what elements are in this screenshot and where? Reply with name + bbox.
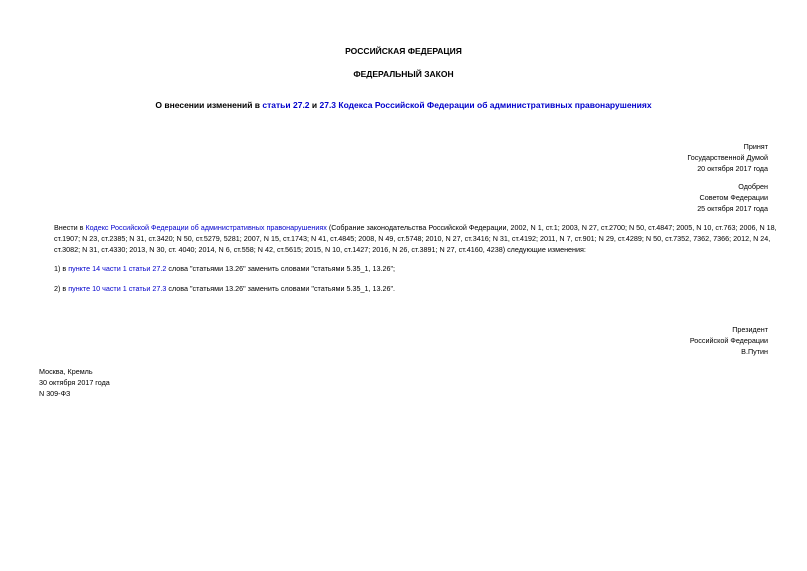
approved-label: Одобрен <box>738 182 768 191</box>
adopted-date: 20 октября 2017 года <box>697 164 768 173</box>
item2-rest: слова "статьями 13.26" заменить словами "статьями 5.35_1, 13.26". <box>166 284 396 293</box>
intro-prefix: Внести в <box>54 223 86 232</box>
amendment-item-1 <box>39 263 785 274</box>
signature-block <box>690 324 768 357</box>
footer-block <box>39 366 110 399</box>
item1-rest: слова "статьями 13.26" заменить словами "статьями 5.35_1, 13.26"; <box>166 264 396 273</box>
codex-link[interactable]: Кодекс Российской Федерации об административных правонарушениях <box>85 223 327 232</box>
law-title <box>0 100 807 111</box>
country-heading: РОССИЙСКАЯ ФЕДЕРАЦИЯ <box>345 46 462 56</box>
intro-rest: (Собрание законодательства Российской Федерации, 2002, N 1, ст.1; 2003, N 27, ст.2700; N 50, ст.4847; 2005, N 10, ст.763; 2006, N 18, ст.1907; N 23, ст.2385; N 31, ст.3420; N 50, ст.5279, 5281; 2007, N 15, ст.1743; N 41, ст.4845; 2008, N 49, ст.5748; 2010, N 27, ст.3416; N 31, ст.4192; 2011, N 7, ст.901; N 29, ст.4289; N 50, ст.7352, 7362, 7366; 2012, N 24, ст.3082; N 31, ст.4330; 2013, N 30, ст. 4040; 2014, N 6, ст.558; N 42, ст.5615; 2015, N 10, ст.1427; 2016, N 26, ст.3891; N 27, ст.4160, 4238) следующие изменения: <box>54 223 777 254</box>
item1-prefix: 1) в <box>54 264 69 273</box>
law-title-prefix: О внесении изменений в <box>155 100 263 110</box>
intro-paragraph <box>39 222 785 255</box>
approved-body: Советом Федерации <box>699 193 768 202</box>
approved-date: 25 октября 2017 года <box>697 204 768 213</box>
signature-title: Президент <box>732 325 768 334</box>
doc-type-heading: ФЕДЕРАЛЬНЫЙ ЗАКОН <box>353 69 454 79</box>
amendment-item-2 <box>39 283 785 294</box>
article-27-2-link[interactable]: статьи 27.2 <box>262 100 310 110</box>
footer-date: 30 октября 2017 года <box>39 378 110 387</box>
footer-place: Москва, Кремль <box>39 367 93 376</box>
signature-org: Российской Федерации <box>689 336 768 345</box>
adopted-label: Принят <box>743 142 768 151</box>
item2-link[interactable]: пункте 10 части 1 статьи 27.3 <box>68 284 167 293</box>
item1-link[interactable]: пункте 14 части 1 статьи 27.2 <box>68 264 167 273</box>
item2-prefix: 2) в <box>54 284 69 293</box>
article-27-3-codex-link[interactable]: 27.3 Кодекса Российской Федерации об административных правонарушениях <box>319 100 652 110</box>
adopted-body: Государственной Думой <box>687 153 768 162</box>
approval-block <box>697 181 768 214</box>
footer-number: N 309-ФЗ <box>39 389 71 398</box>
adoption-block <box>687 141 768 174</box>
signature-name: В.Путин <box>741 347 768 356</box>
law-title-mid: и <box>309 100 320 110</box>
